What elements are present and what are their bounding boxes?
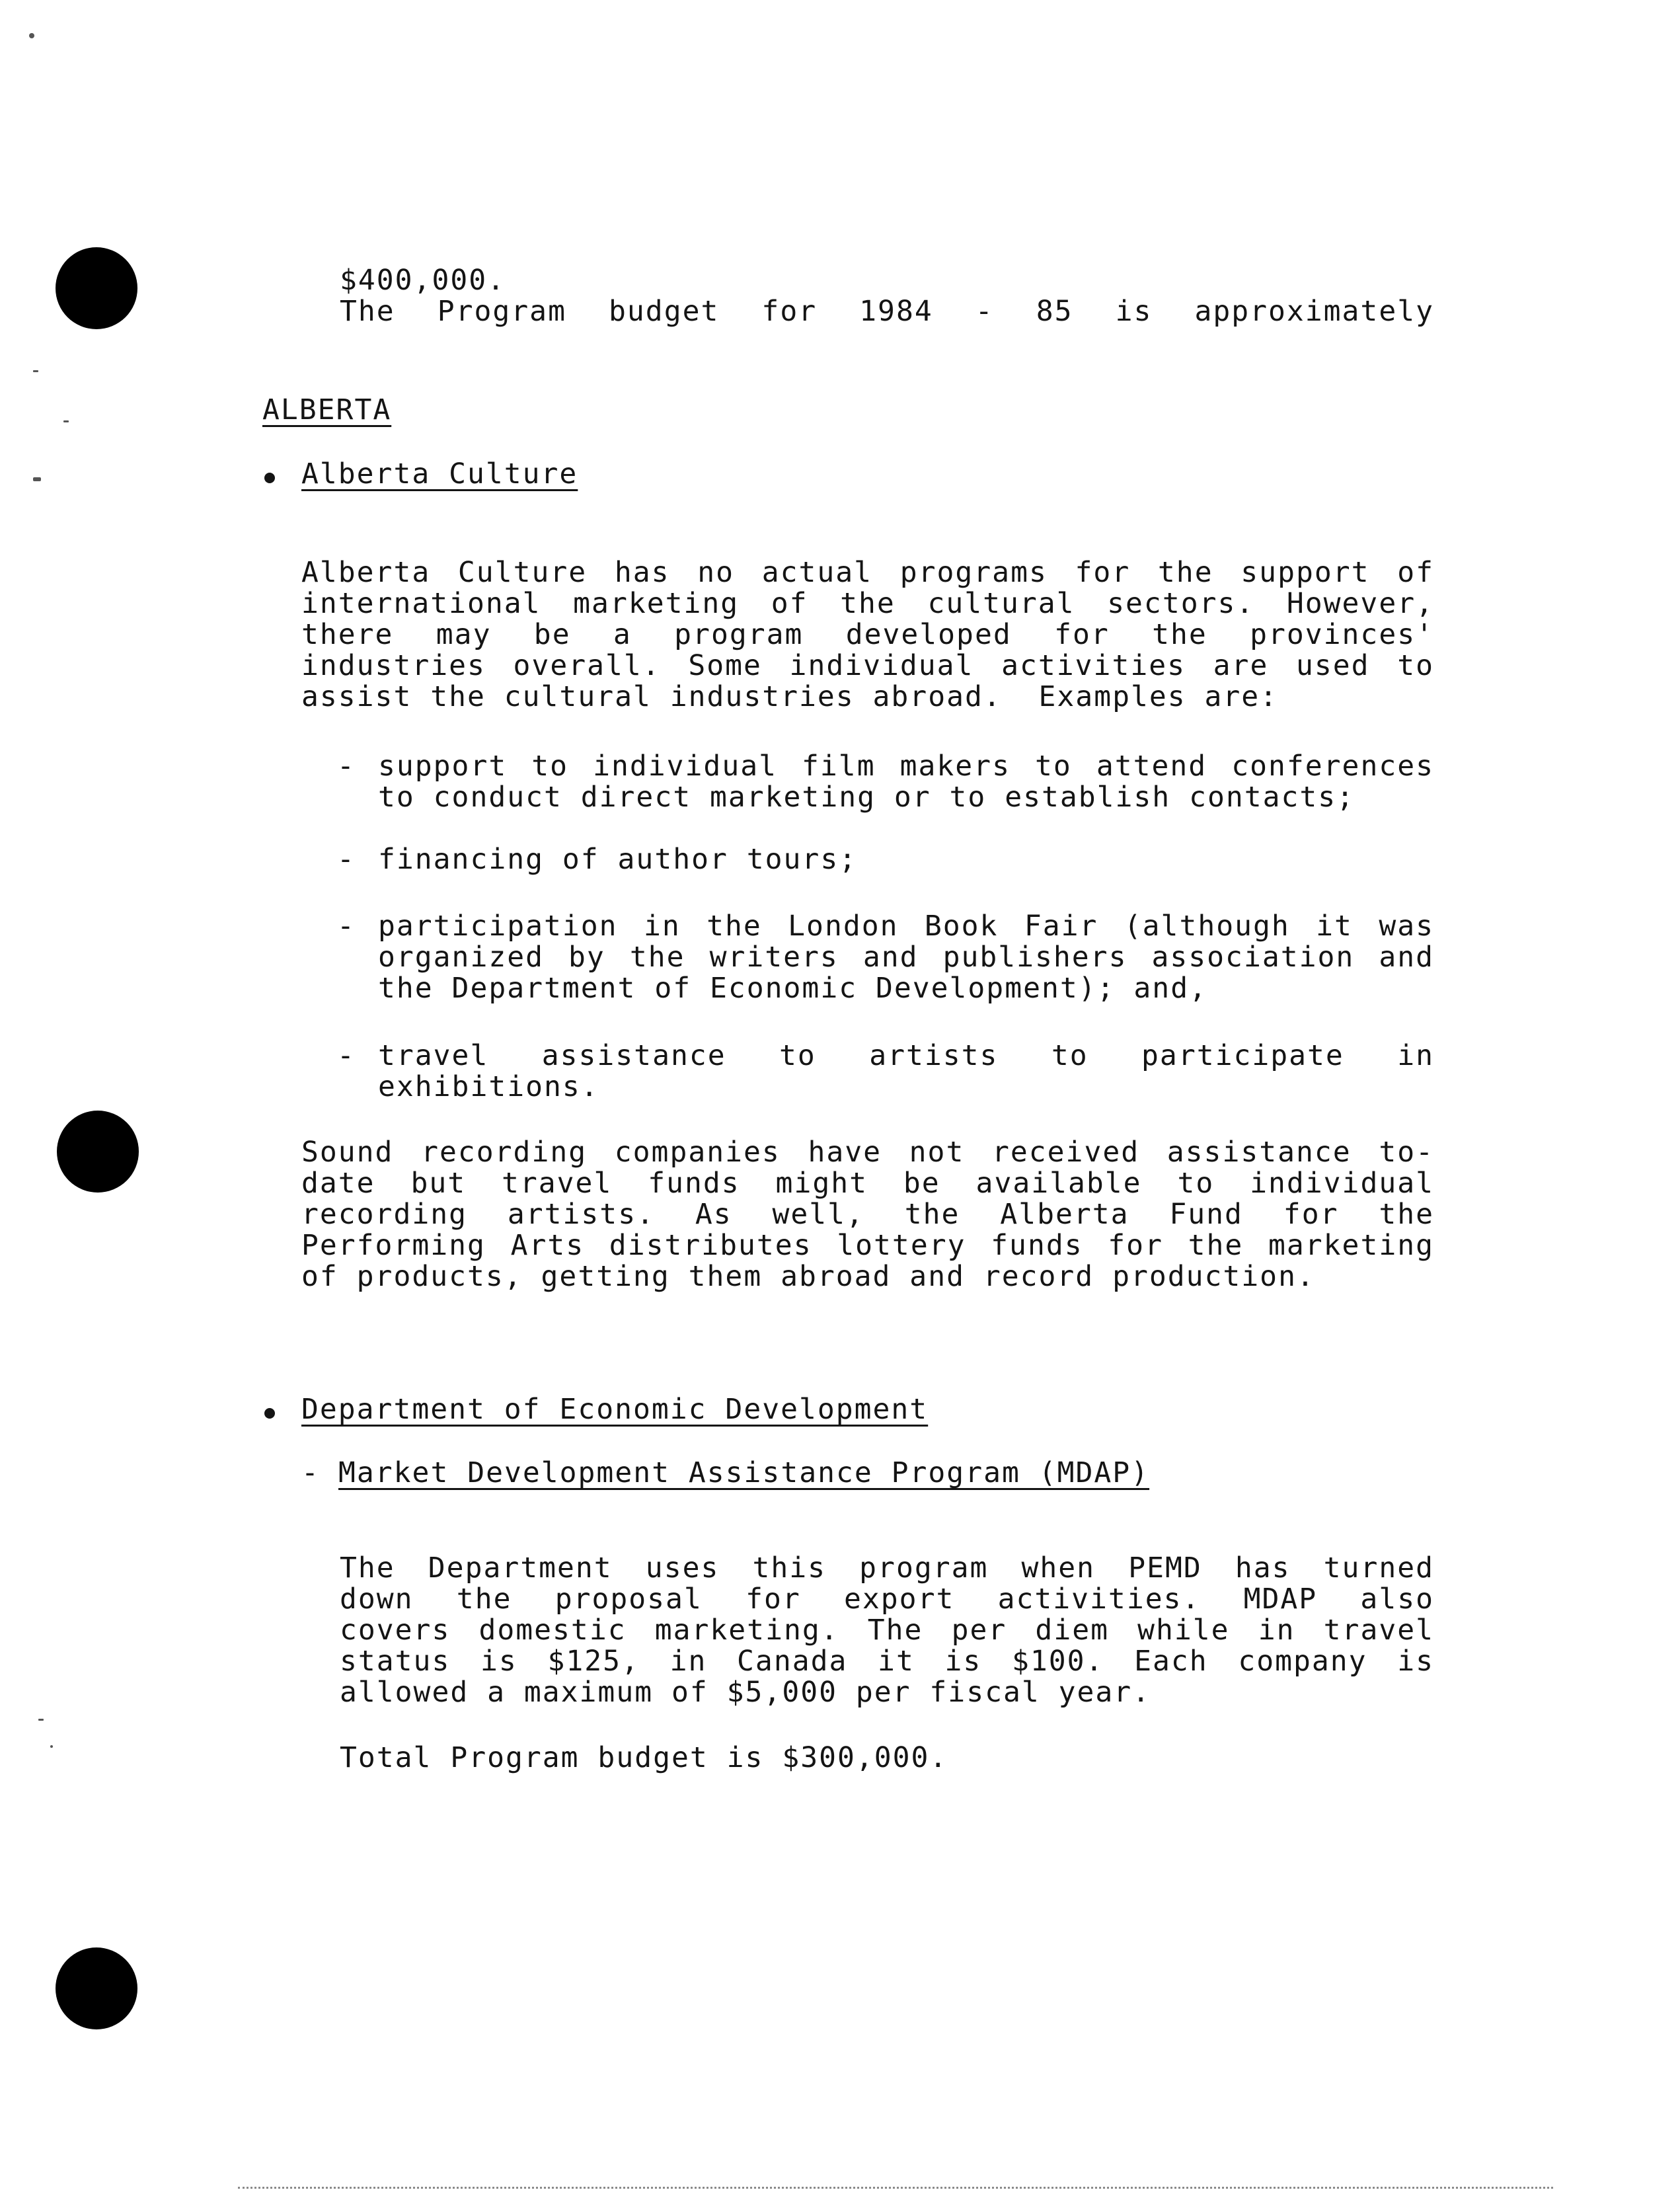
- subheading-dash: -: [301, 1456, 320, 1489]
- scan-speck: [29, 33, 34, 38]
- list-item-line: participation in the London Book Fair (although it was: [378, 910, 1434, 943]
- list-dash: -: [337, 843, 356, 876]
- paragraph-line: date but travel funds might be available to individual: [301, 1167, 1434, 1200]
- subheading-mdap: Market Development Assistance Program (MDAP): [338, 1456, 1150, 1489]
- list-item-line: support to individual film makers to attend conferences: [378, 750, 1434, 783]
- list-item-line: the Department of Economic Development); and,: [378, 972, 1207, 1005]
- paragraph-line: assist the cultural industries abroad. Examples are:: [301, 680, 1279, 713]
- paragraph-line: international marketing of the cultural sectors. However,: [301, 587, 1434, 620]
- total-budget: Total Program budget is $300,000.: [340, 1741, 948, 1774]
- scan-speck: [33, 477, 41, 481]
- list-item-line: organized by the writers and publishers association and: [378, 941, 1434, 974]
- heading-economic-development: Department of Economic Development: [301, 1393, 929, 1426]
- scan-speck: [38, 1719, 44, 1721]
- paragraph-line: there may be a program developed for the provinces': [301, 618, 1434, 651]
- list-item-line: financing of author tours;: [378, 843, 858, 876]
- punch-hole-top: [56, 247, 137, 329]
- punch-hole-bottom: [56, 1947, 137, 2029]
- bullet-economic-development: [264, 1408, 275, 1419]
- scan-edge-noise: [238, 2187, 1553, 2189]
- paragraph-line: Sound recording companies have not received assistance to-: [301, 1136, 1434, 1169]
- heading-alberta-culture: Alberta Culture: [301, 457, 578, 491]
- list-item-line: travel assistance to artists to participate in: [378, 1039, 1434, 1072]
- intro-line-2: $400,000.: [340, 264, 506, 297]
- punch-hole-middle: [57, 1111, 139, 1193]
- paragraph-line: status is $125, in Canada it is $100. Each company is: [340, 1645, 1434, 1678]
- paragraph-line: down the proposal for export activities. MDAP also: [340, 1583, 1434, 1616]
- paragraph-line: Alberta Culture has no actual programs for the support of: [301, 556, 1434, 589]
- paragraph-line: allowed a maximum of $5,000 per fiscal year.: [340, 1676, 1151, 1709]
- list-dash: -: [337, 750, 356, 783]
- section-heading-alberta: ALBERTA: [262, 393, 392, 426]
- paragraph-line: of products, getting them abroad and record production.: [301, 1260, 1315, 1293]
- scan-speck: [63, 420, 69, 422]
- paragraph-line: industries overall. Some individual activities are used to: [301, 649, 1434, 682]
- scan-speck: [50, 1745, 53, 1748]
- scan-speck: [33, 370, 38, 372]
- list-dash: -: [337, 1039, 356, 1072]
- list-dash: -: [337, 910, 356, 943]
- bullet-alberta-culture: [264, 473, 275, 483]
- paragraph-line: The Department uses this program when PEMD has turned: [340, 1551, 1434, 1585]
- list-item-line: exhibitions.: [378, 1070, 599, 1103]
- paragraph-line: Performing Arts distributes lottery funds for the marketing: [301, 1229, 1434, 1262]
- paragraph-line: covers domestic marketing. The per diem while in travel: [340, 1614, 1434, 1647]
- list-item-line: to conduct direct marketing or to establish contacts;: [378, 781, 1355, 814]
- paragraph-line: recording artists. As well, the Alberta Fund for the: [301, 1198, 1434, 1231]
- intro-line-1: The Program budget for 1984 - 85 is approximately: [340, 295, 1434, 328]
